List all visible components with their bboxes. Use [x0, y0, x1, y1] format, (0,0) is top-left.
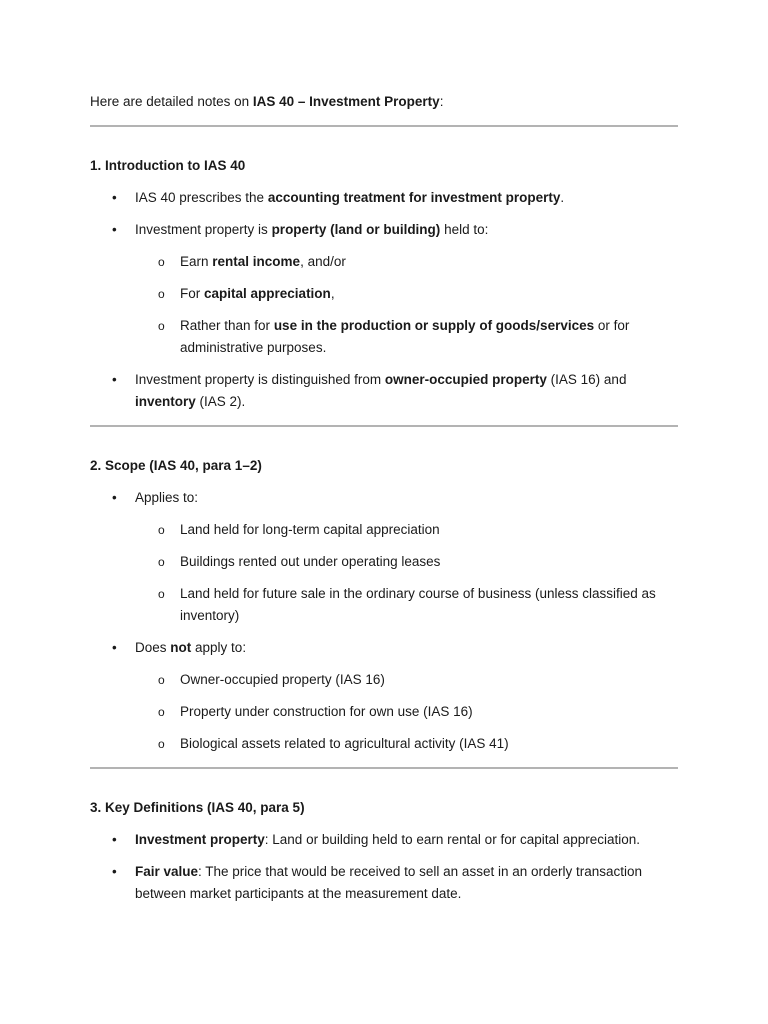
list-item: Rather than for use in the production or supply of goods/services or for administrative purposes. [180, 318, 630, 355]
section-heading-scope: 2. Scope (IAS 40, para 1–2) [90, 458, 262, 473]
list-item: Property under construction for own use (IAS 16) [180, 704, 473, 719]
bullet-dot: • [112, 190, 117, 205]
list-item: Biological assets related to agricultural activity (IAS 41) [180, 736, 509, 751]
bullet-circle: o [158, 255, 165, 269]
bullet-circle: o [158, 319, 165, 333]
horizontal-rule [90, 767, 678, 769]
bullet-circle: o [158, 523, 165, 537]
bullet-dot: • [112, 640, 117, 655]
list-item: For capital appreciation, [180, 286, 335, 301]
intro-line: Here are detailed notes on IAS 40 – Investment Property: [90, 94, 444, 109]
section-heading-introduction: 1. Introduction to IAS 40 [90, 158, 246, 173]
list-item: Land held for future sale in the ordinary course of business (unless classified as inventory) [180, 586, 656, 623]
section-heading-key-definitions: 3. Key Definitions (IAS 40, para 5) [90, 800, 305, 815]
list-item: Investment property: Land or building held to earn rental or for capital appreciation. [135, 832, 641, 847]
horizontal-rule [90, 125, 678, 127]
list-item: Applies to: [135, 490, 199, 505]
bullet-dot: • [112, 222, 117, 237]
list-item: Land held for long-term capital appreciation [180, 522, 440, 537]
bullet-dot: • [112, 832, 117, 847]
bullet-dot: • [112, 490, 117, 505]
bullet-dot: • [112, 864, 117, 879]
horizontal-rule [90, 425, 678, 427]
bullet-dot: • [112, 372, 117, 387]
bullet-circle: o [158, 287, 165, 301]
list-item: Buildings rented out under operating leases [180, 554, 441, 569]
list-item: Investment property is property (land or building) held to: [135, 222, 489, 237]
list-item: Earn rental income, and/or [180, 254, 346, 269]
bullet-circle: o [158, 555, 165, 569]
bullet-circle: o [158, 673, 165, 687]
list-item: IAS 40 prescribes the accounting treatment for investment property. [135, 190, 565, 205]
list-item: Investment property is distinguished from owner-occupied property (IAS 16) and inventory (IAS 2). [135, 372, 627, 409]
bullet-circle: o [158, 705, 165, 719]
list-item: Owner-occupied property (IAS 16) [180, 672, 385, 687]
bullet-circle: o [158, 737, 165, 751]
list-item: Does not apply to: [135, 640, 247, 655]
bullet-circle: o [158, 587, 165, 601]
intro-title: IAS 40 – Investment Property [252, 94, 440, 109]
list-item: Fair value: The price that would be received to sell an asset in an orderly transaction between market participants at the measurement date. [135, 864, 643, 901]
